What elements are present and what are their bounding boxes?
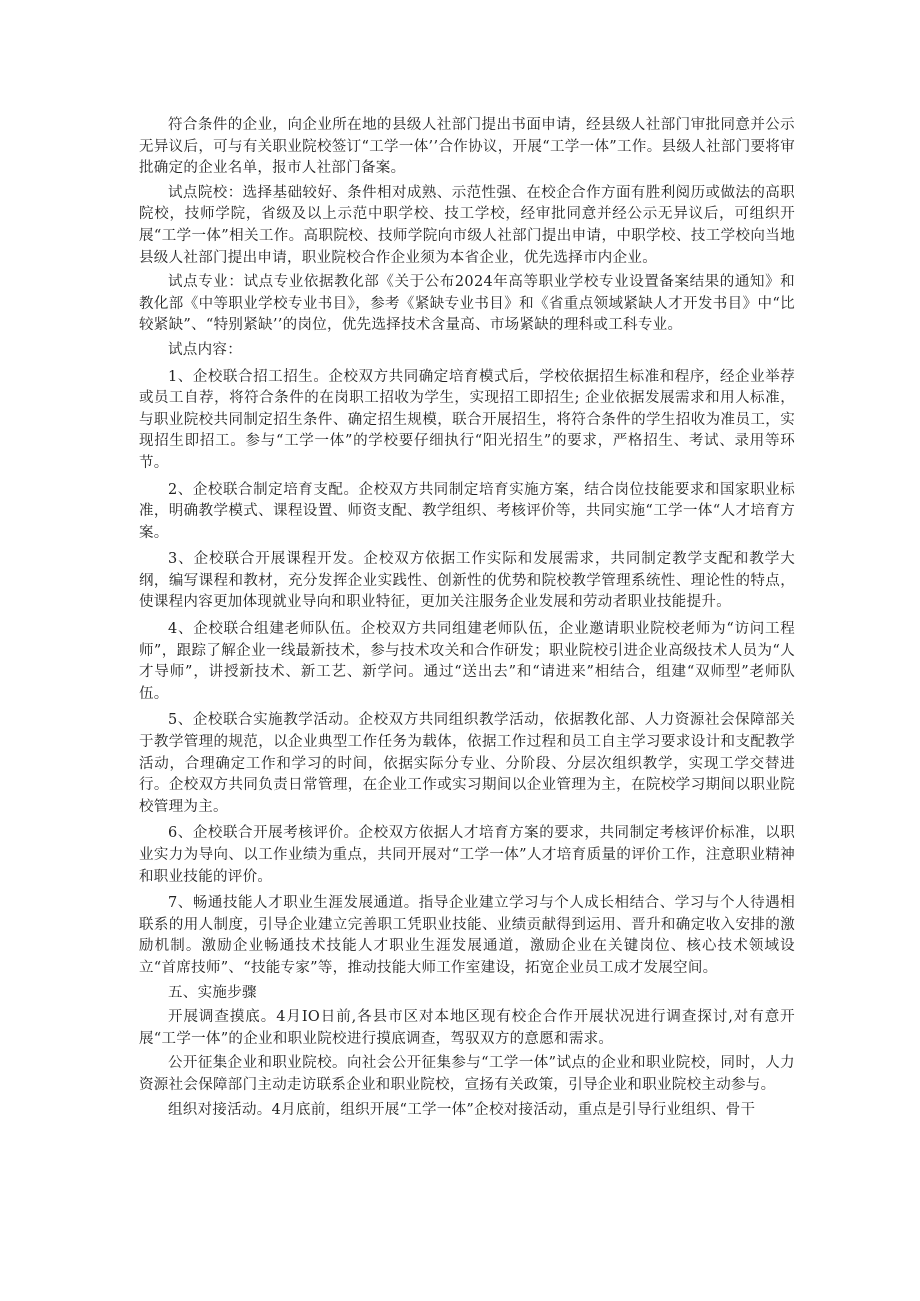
paragraph-public-recruitment: 公开征集企业和职业院校。向社会公开征集参与“工学一体”试点的企业和职业院校，同时，人力资源社会保障部门主动走访联系企业和职业院校，宣扬有关政策，引导企业和职业院校主动参与。 xyxy=(139,1055,795,1093)
paragraph-item-2: 2、企校联合制定培育支配。企校双方共同制定培育实施方案，结合岗位技能要求和国家职业标准，明确教学模式、课程设置、师资支配、教学组织、考核评价等，共同实施“工学一体“人才培育方案。 xyxy=(139,481,795,541)
paragraph-pilot-schools: 试点院校：选择基础较好、条件相对成熟、示范性强、在校企合作方面有胜利阅历或做法的高职院校，技师学院，省级及以上示范中职学校、技工学校，经审批同意并经公示无异议后，可组织开展“工学一体”相关工作。高职院校、技师学院向市级人社部门提出申请，中职学校、技工学校向当地县级人社部门提出申请，职业院校合作企业须为本省企业，优先选择市内企业。 xyxy=(139,184,795,266)
paragraph-enterprise-conditions: 符合条件的企业，向企业所在地的县级人社部门提出书面申请，经县级人社部门审批同意并公示无异议后，可与有关职业院校签订“工学一体’’合作协议，开展“工学一体”工作。县级人社部门要将审批确定的企业名单，报市人社部门备案。 xyxy=(139,117,795,177)
paragraph-item-1: 1、企校联合招工招生。企校双方共同确定培育模式后，学校依据招生标准和程序，经企业举荐或员工自荐，将符合条件的在岗职工招收为学生，实现招工即招生; 企业依据发展需求和用人标准，与职业院校共同制定招生条件、确定招生规模，联合开展招生，将符合条件的学生招收为准员工，实现招生即招工。参与“工学一体”的学校要仔细执行“阳光招生”的要求，严格招生、考试、录用等环节。 xyxy=(139,368,795,471)
paragraph-pilot-majors: 试点专业：试点专业依据教化部《关于公布2024年高等职业学校专业设置备案结果的通知》和教化部《中等职业学校专业书目》，参考《紧缺专业书目》和《省重点领域紧缺人才开发书目》中“比较紧缺”、“特别紧缺’’的岗位，优先选择技术含量高、市场紧缺的理科或工科专业。 xyxy=(139,274,795,334)
paragraph-item-7: 7、畅通技能人才职业生涯发展通道。指导企业建立学习与个人成长相结合、学习与个人待遇相联系的用人制度，引导企业建立完善职工凭职业技能、业绩贡献得到运用、晋升和确定收入安排的激励机制。激励企业畅通技术技能人才职业生涯发展通道，激励企业在关键岗位、核心技术领域设立“首席技师”、“技能专家”等，推动技能大师工作室建设，拓宽企业员工成才发展空间。 xyxy=(139,895,795,976)
paragraph-item-3: 3、企校联合开展课程开发。企校双方依据工作实际和发展需求，共同制定教学支配和教学大纲，编写课程和教材，充分发挥企业实践性、创新性的优势和院校教学管理系统性、理论性的特点，使课程内容更加体现就业导向和职业特征，更加关注服务企业发展和劳动者职业技能提升。 xyxy=(139,551,795,611)
section-heading-implementation-steps: 五、实施步骤 xyxy=(168,984,257,1001)
paragraph-matching-activity: 组织对接活动。4月底前，组织开展“工学一体”企校对接活动，重点是引导行业组织、骨干 xyxy=(168,1101,756,1118)
paragraph-item-5: 5、企校联合实施教学活动。企校双方共同组织教学活动，依据教化部、人力资源社会保障部关于教学管理的规范，以企业典型工作任务为载体，依据工作过程和员工自主学习要求设计和支配教学活动，合理确定工作和学习的时间，依据实际分专业、分阶段、分层次组织教学，实现工学交替进行。企校双方共同负责日常管理，在企业工作或实习期间以企业管理为主，在院校学习期间以职业院校管理为主。 xyxy=(139,712,795,815)
document-body xyxy=(139,115,795,1121)
paragraph-pilot-content-heading: 试点内容： xyxy=(168,341,242,358)
paragraph-item-6: 6、企校联合开展考核评价。企校双方依据人才培育方案的要求，共同制定考核评价标准，以职业实力为导向、以工作业绩为重点，共同开展对“工学一体”人才培育质量的评价工作，注意职业精神和职业技能的评价。 xyxy=(139,825,795,885)
paragraph-item-4: 4、企校联合组建老师队伍。企校双方共同组建老师队伍，企业邀请职业院校老师为“访问工程师”，跟踪了解企业一线最新技术，参与技术攻关和合作研发；职业院校引进企业高级技术人员为“人才导师”，讲授新技术、新工艺、新学问。通过“送出去”和“请进来”相结合，组建“双师型”老师队伍。 xyxy=(139,621,795,702)
paragraph-survey: 开展调查摸底。4月IO日前,各县市区对本地区现有校企合作开展状况进行调查探讨,对有意开展“工学一体”的企业和职业院校进行摸底调查，驾驭双方的意愿和需求。 xyxy=(139,1009,795,1047)
